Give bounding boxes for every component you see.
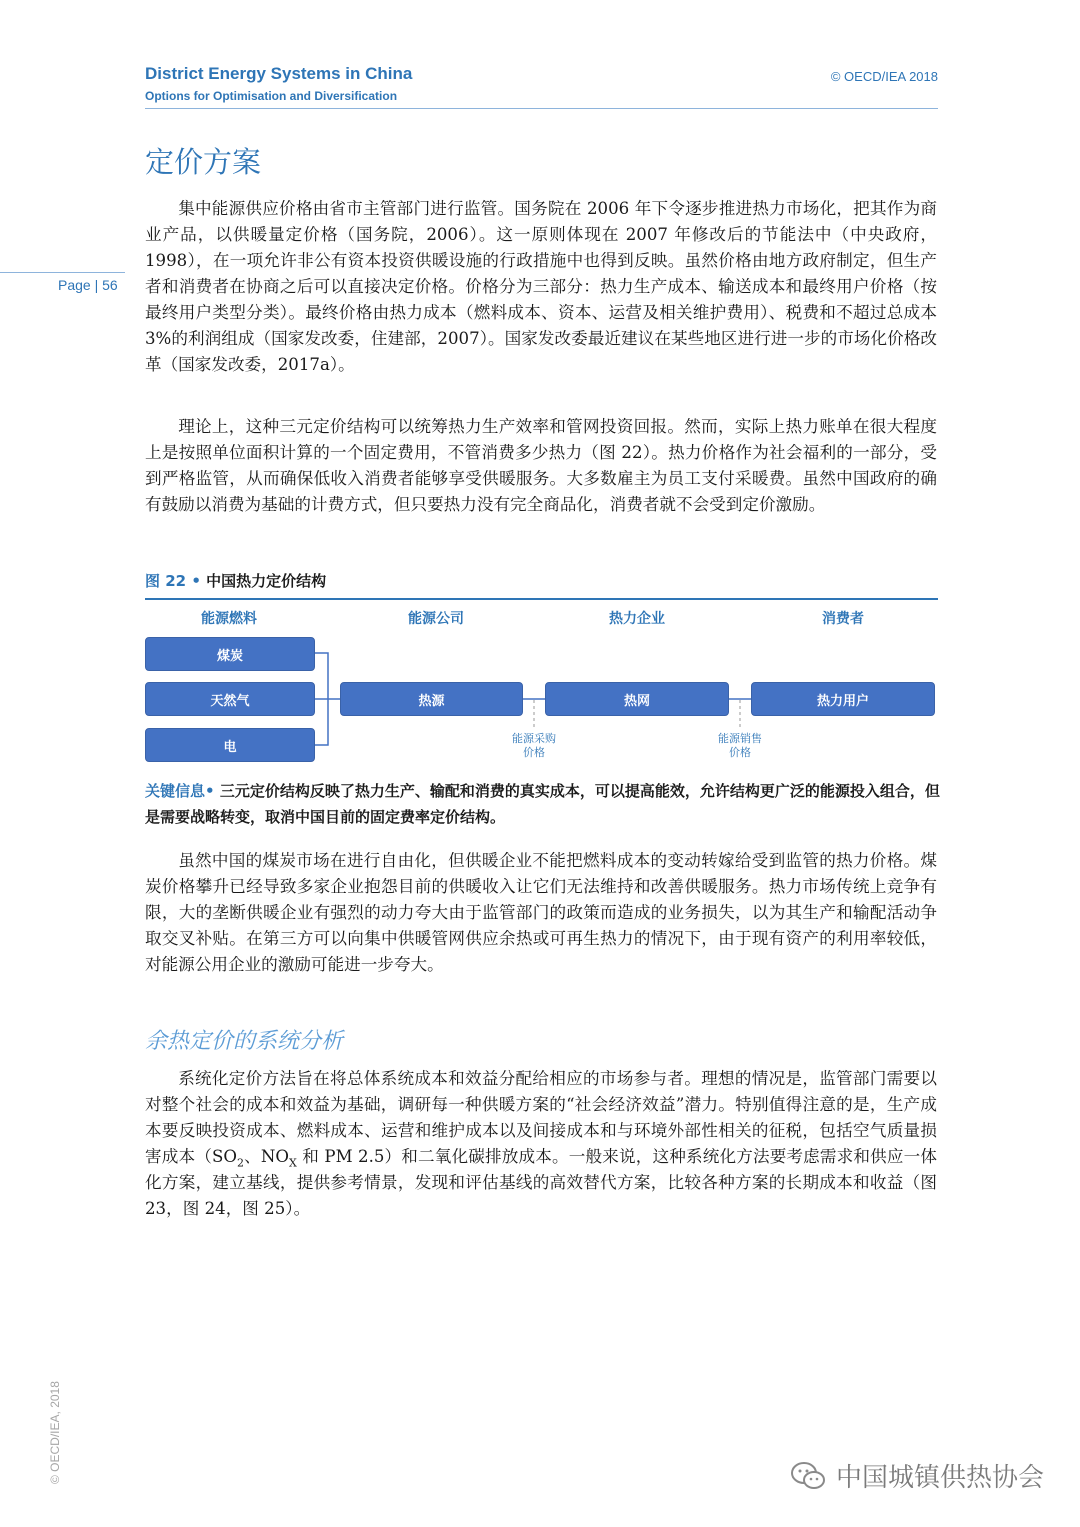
paragraph-4 xyxy=(145,1066,937,1222)
section-title: 定价方案 xyxy=(145,145,262,179)
header-subtitle: Options for Optimisation and Diversification xyxy=(145,89,398,103)
watermark xyxy=(790,1457,1044,1494)
note-purchase-price-line1: 能源采购 xyxy=(512,732,556,745)
note-sales-price-line1: 能源销售 xyxy=(718,732,762,745)
nox-subscript: X xyxy=(288,1156,297,1170)
column-header-energy-company: 能源公司 xyxy=(408,611,464,627)
column-header-fuel: 能源燃料 xyxy=(201,611,257,627)
chain-box-heat-user: 热力用户 xyxy=(751,682,935,716)
chain-box-heat-network: 热网 xyxy=(545,682,729,716)
figure-title: 中国热力定价结构 xyxy=(206,572,327,590)
side-copyright: © OECD/IEA, 2018 xyxy=(48,1381,62,1484)
note-purchase-price xyxy=(489,732,579,760)
note-sales-price xyxy=(695,732,785,760)
fuel-box-gas: 天然气 xyxy=(145,682,315,716)
watermark-text: 中国城镇供热协会 xyxy=(836,1463,1045,1493)
paragraph-1: 集中能源供应价格由省市主管部门进行监管。国务院在 2006 年下令逐步推进热力市场化，把其作为商业产品，以供暖量定价格（国务院，2006）。这一原则体现在 2007 年修改后的节能法中（中央政府，1998），在一项允许非公有资本投资供暖设施的行政措施中也得到反映。虽然价格由地方政府制定，但生产者和消费者在协商之后可以直接决定价格。价格分为三部分：热力生产成本、输送成本和最终用户价格（按最终用户类型分类）。最终价格由热力成本（燃料成本、资本、运营及相关维护费用）、税费和不超过总成本 3%的利润组成（国家发改委，住建部，2007）。国家发改委最近建议在某些地区进行进一步的市场化价格改革（国家发改委，2017a）。 xyxy=(145,199,937,374)
fuel-box-coal: 煤炭 xyxy=(145,637,315,671)
so2-subscript: 2 xyxy=(236,1156,244,1170)
paragraph-4-part-2: 、NO xyxy=(243,1147,289,1166)
chain-box-heat-source: 热源 xyxy=(340,682,523,716)
figure-label: 图 22 • xyxy=(145,572,201,590)
fuel-box-electricity: 电 xyxy=(145,728,315,762)
key-message xyxy=(145,778,940,830)
paragraph-3: 虽然中国的煤炭市场在进行自由化，但供暖企业不能把燃料成本的变动转嫁给受到监管的热力价格。煤炭价格攀升已经导致多家企业抱怨目前的供暖收入让它们无法维持和改善供暖服务。热力市场传统上竞争有限，大的垄断供暖企业有强烈的动力夸大由于监管部门的政策而造成的业务损失，以为其生产和输配活动争取交叉补贴。在第三方可以向集中供暖管网供应余热或可再生热力的情况下，由于现有资产的利用率较低，对能源公用企业的激励可能进一步夸大。 xyxy=(145,851,937,974)
note-purchase-price-line2: 价格 xyxy=(523,746,545,759)
column-header-consumer: 消费者 xyxy=(822,611,864,627)
key-message-label: 关键信息• xyxy=(145,782,215,800)
column-header-heat-company: 热力企业 xyxy=(609,611,665,627)
paragraph-2: 理论上，这种三元定价结构可以统筹热力生产效率和管网投资回报。然而，实际上热力账单在很大程度上是按照单位面积计算的一个固定费用，不管消费多少热力（图 22）。热力价格作为社会福利的一部分，受到严格监管，从而确保低收入消费者能够享受供暖服务。大多数雇主为员工支付采暖费。虽然中国政府的确有鼓励以消费为基础的计费方式，但只要热力没有完全商品化，消费者就不会受到定价激励。 xyxy=(145,417,937,514)
page-number: Page | 56 xyxy=(58,277,118,293)
key-message-text: 三元定价结构反映了热力生产、输配和消费的真实成本，可以提高能效，允许结构更广泛的能源投入组合，但是需要战略转变，取消中国目前的固定费率定价结构。 xyxy=(145,782,940,826)
subsection-title: 余热定价的系统分析 xyxy=(145,1029,344,1054)
paragraph-4-part-3: 和 PM 2.5）和二氧化碳排放成本。一般来说，这种系统化方法要考虑需求和供应一体化方案，建立基线，提供参考情景，发现和评估基线的高效替代方案，比较各种方案的长期成本和收益（图 23，图 24，图 25）。 xyxy=(145,1147,937,1218)
note-sales-price-line2: 价格 xyxy=(729,746,751,759)
header-copyright: © OECD/IEA 2018 xyxy=(830,69,938,84)
wechat-icon xyxy=(790,1461,826,1491)
paragraph-4-part-1: 系统化定价方法旨在将总体系统成本和效益分配给相应的市场参与者。理想的情况是，监管部门需要以对整个社会的成本和效益为基础，调研每一种供暖方案的“社会经济效益”潜力。特别值得注意的是，生产成本要反映投资成本、燃料成本、运营和维护成本以及间接成本和与环境外部性相关的征税，包括空气质量损害成本（SO xyxy=(145,1069,937,1166)
header-title: District Energy Systems in China xyxy=(145,64,413,83)
